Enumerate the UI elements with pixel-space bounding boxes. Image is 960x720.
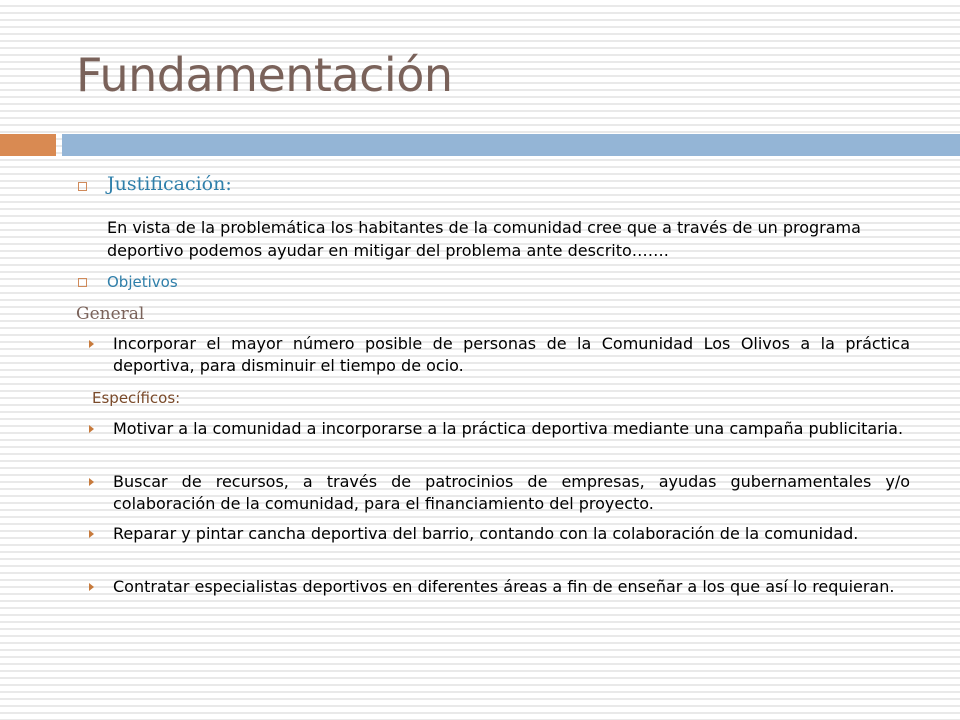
general-label: General [76, 304, 145, 324]
justification-heading: Justificación: [107, 173, 232, 195]
specific-objective-item: Buscar de recursos, a través de patrocinios de empresas, ayudas gubernamentales y/o colaboración de la comunidad, para el financiamiento del proyecto. [113, 472, 910, 513]
square-bullet-icon [78, 182, 87, 191]
specific-objective-item: Reparar y pintar cancha deportiva del barrio, contando con la colaboración de la comunidad. [113, 524, 859, 543]
arrow-bullet-icon [89, 583, 94, 591]
square-bullet-icon [78, 278, 87, 287]
accent-bar-orange [0, 134, 56, 156]
specific-objective-item: Motivar a la comunidad a incorporarse a la práctica deportiva mediante una campaña publicitaria. [113, 419, 904, 438]
specific-label: Específicos: [92, 389, 181, 407]
arrow-bullet-icon [89, 425, 94, 433]
accent-bar-blue [62, 134, 960, 156]
general-objective-item: Incorporar el mayor número posible de personas de la Comunidad Los Olivos a la práctica deportiva, para disminuir el tiempo de ocio. [113, 334, 910, 375]
justification-text: En vista de la problemática los habitantes de la comunidad cree que a través de un programa deportivo podemos ayudar en mitigar del problema ante descrito……. [107, 218, 861, 260]
objectives-heading: Objetivos [107, 273, 178, 291]
arrow-bullet-icon [89, 530, 94, 538]
specific-objective-item: Contratar especialistas deportivos en diferentes áreas a fin de enseñar a los que así lo requieran. [113, 577, 895, 596]
arrow-bullet-icon [89, 340, 94, 348]
slide-title: Fundamentación [76, 48, 453, 102]
arrow-bullet-icon [89, 478, 94, 486]
